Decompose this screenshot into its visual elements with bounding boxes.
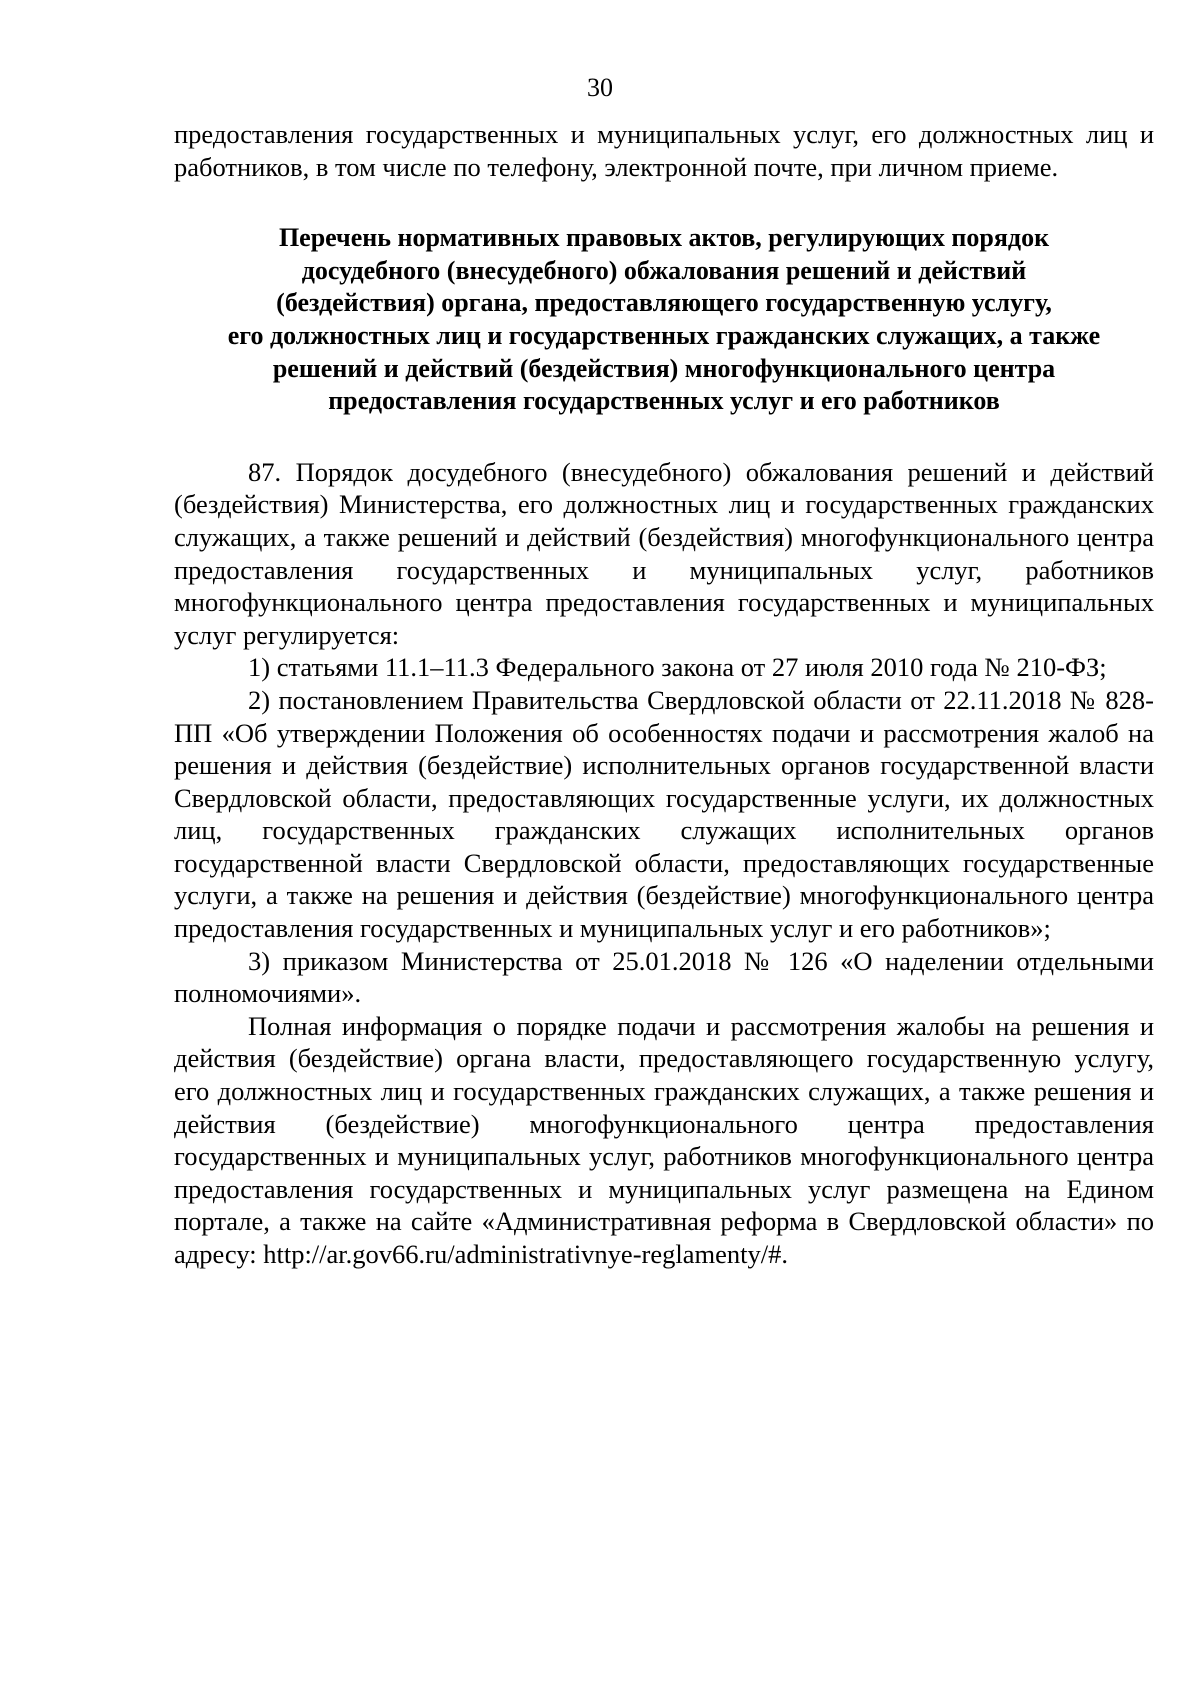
list-item-2: 2) постановлением Правительства Свердловской области от 22.11.2018 № 828-ПП «Об утверждении Положения об особенностях подачи и рассмотрения жалоб на решения и действия (бездействие) исполнительных органов государственной власти Свердловской области, предоставляющих государственные услуги, их должностных лиц, государственных гражданских служащих исполнительных органов государственной власти Свердловской области, предоставляющих государственные услуги, а также на решения и действия (бездействие) многофункционального центра предоставления государственных и муниципальных услуг и его работников»; [174,684,1154,944]
document-body [174,118,1154,1271]
heading-line: (бездействия) органа, предоставляющего государственную услугу, [276,288,1052,318]
paragraph-87: 87. Порядок досудебного (внесудебного) обжалования решений и действий (бездействия) Министерства, его должностных лиц и государственных гражданских служащих, а также решений и действий (бездействия) многофункционального центра предоставления государственных и муниципальных услуг, работников многофункционального центра предоставления государственных и муниципальных услуг регулируется: [174,456,1154,650]
full-information-paragraph: Полная информация о порядке подачи и рассмотрения жалобы на решения и действия (бездействие) органа власти, предоставляющего государственную услугу, его должностных лиц и государственных гражданских служащих, а также решения и действия (бездействие) многофункционального центра предоставления государственных и муниципальных услуг, работников многофункционального центра предоставления государственных и муниципальных услуг размещена на Едином портале, а также на сайте «Административная реформа в Свердловской области» по адресу: http://ar.gov66.ru/administrativnye-reglamenty/#. [174,1010,1154,1269]
list-item-1: 1) статьями 11.1–11.3 Федерального закона от 27 июля 2010 года № 210-ФЗ; [248,652,1107,683]
heading-line: его должностных лиц и государственных гражданских служащих, а также [227,320,1101,350]
heading-line: предоставления государственных услуг и его работников [328,386,1000,416]
section-heading [174,222,1154,418]
heading-line: Перечень нормативных правовых актов, регулирующих порядок [278,223,1050,253]
heading-line: решений и действий (бездействия) многофункционального центра [272,353,1056,383]
continuation-paragraph: предоставления государственных и муниципальных услуг, его должностных лиц и работников, в том числе по телефону, электронной почте, при личном приеме. [174,119,1154,182]
heading-line: досудебного (внесудебного) обжалования решений и действий [301,255,1027,285]
list-item-3: 3) приказом Министерства от 25.01.2018 № 126 «О наделении отдельными полномочиями». [174,945,1154,1009]
page-number: 30 [587,73,613,102]
